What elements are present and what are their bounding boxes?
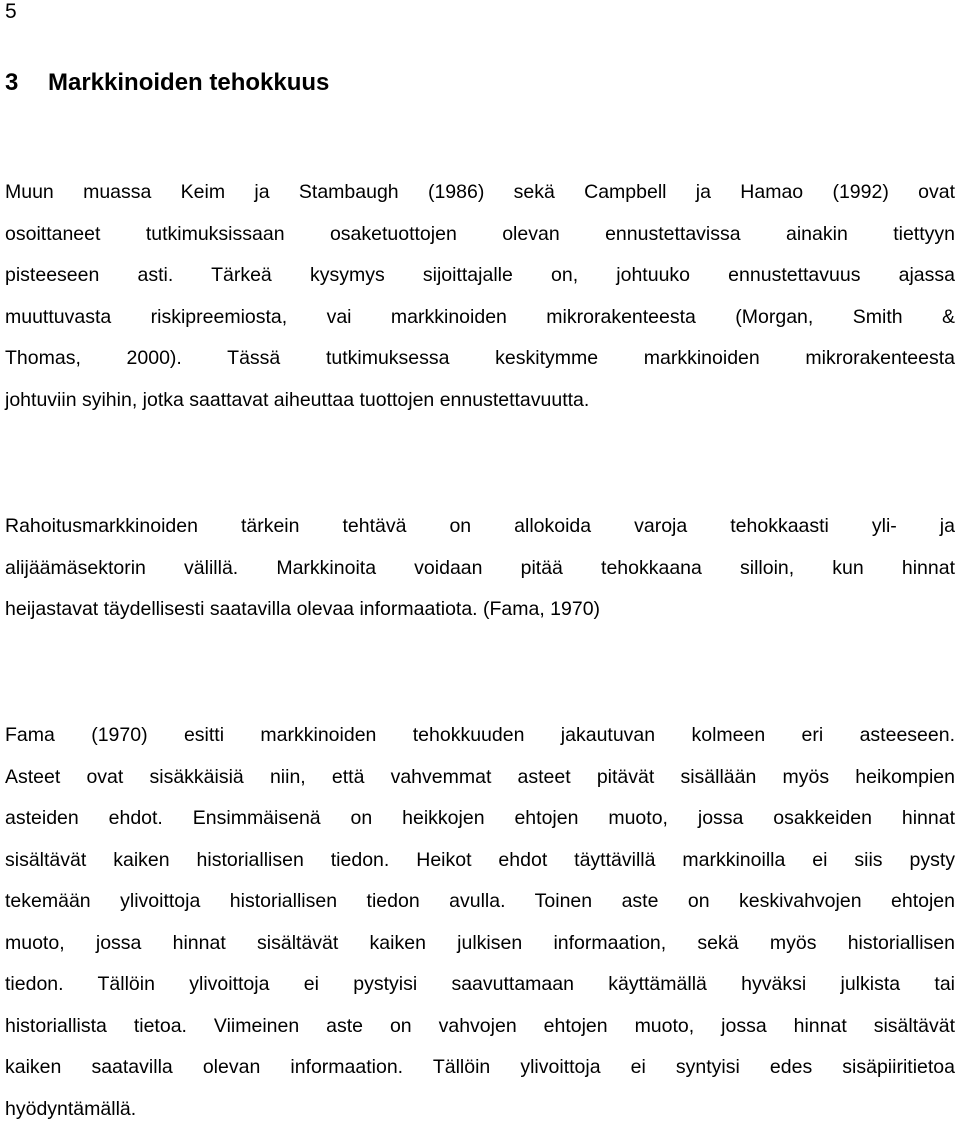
- text-line: tiedon. Tällöin ylivoittoja ei pystyisi saavuttamaan käyttämällä hyväksi julkista tai: [5, 964, 955, 1006]
- paragraph-2: [5, 506, 955, 631]
- text-line: Asteet ovat sisäkkäisiä niin, että vahvemmat asteet pitävät sisällään myös heikompien: [5, 757, 955, 799]
- text-line: Rahoitusmarkkinoiden tärkein tehtävä on allokoida varoja tehokkaasti yli- ja: [5, 506, 955, 548]
- text-line: historiallista tietoa. Viimeinen aste on vahvojen ehtojen muoto, jossa hinnat sisältävät: [5, 1006, 955, 1048]
- text-line: johtuviin syihin, jotka saattavat aiheuttaa tuottojen ennustettavuutta.: [5, 380, 955, 422]
- text-line: hyödyntämällä.: [5, 1089, 955, 1130]
- paragraph-3: [5, 715, 955, 1130]
- text-line: Muun muassa Keim ja Stambaugh (1986) sekä Campbell ja Hamao (1992) ovat: [5, 172, 955, 214]
- text-line: heijastavat täydellisesti saatavilla olevaa informaatiota. (Fama, 1970): [5, 589, 955, 631]
- page-number: 5: [5, 0, 17, 24]
- text-line: Thomas, 2000). Tässä tutkimuksessa keskitymme markkinoiden mikrorakenteesta: [5, 338, 955, 380]
- text-line: asteiden ehdot. Ensimmäisenä on heikkojen ehtojen muoto, jossa osakkeiden hinnat: [5, 798, 955, 840]
- text-line: osoittaneet tutkimuksissaan osaketuottojen olevan ennustettavissa ainakin tiettyyn: [5, 214, 955, 256]
- text-line: muuttuvasta riskipreemiosta, vai markkinoiden mikrorakenteesta (Morgan, Smith &: [5, 297, 955, 339]
- text-line: muoto, jossa hinnat sisältävät kaiken julkisen informaation, sekä myös historiallisen: [5, 923, 955, 965]
- section-heading: [5, 68, 329, 98]
- paragraph-1: [5, 172, 955, 421]
- section-title: Markkinoiden tehokkuus: [48, 69, 329, 96]
- text-line: tekemään ylivoittoja historiallisen tiedon avulla. Toinen aste on keskivahvojen ehtojen: [5, 881, 955, 923]
- text-line: Fama (1970) esitti markkinoiden tehokkuuden jakautuvan kolmeen eri asteeseen.: [5, 715, 955, 757]
- text-line: pisteeseen asti. Tärkeä kysymys sijoittajalle on, johtuuko ennustettavuus ajassa: [5, 255, 955, 297]
- text-line: sisältävät kaiken historiallisen tiedon. Heikot ehdot täyttävillä markkinoilla ei siis pysty: [5, 840, 955, 882]
- text-line: kaiken saatavilla olevan informaation. Tällöin ylivoittoja ei syntyisi edes sisäpiiritietoa: [5, 1047, 955, 1089]
- section-number: 3: [5, 68, 48, 98]
- text-line: alijäämäsektorin välillä. Markkinoita voidaan pitää tehokkaana silloin, kun hinnat: [5, 548, 955, 590]
